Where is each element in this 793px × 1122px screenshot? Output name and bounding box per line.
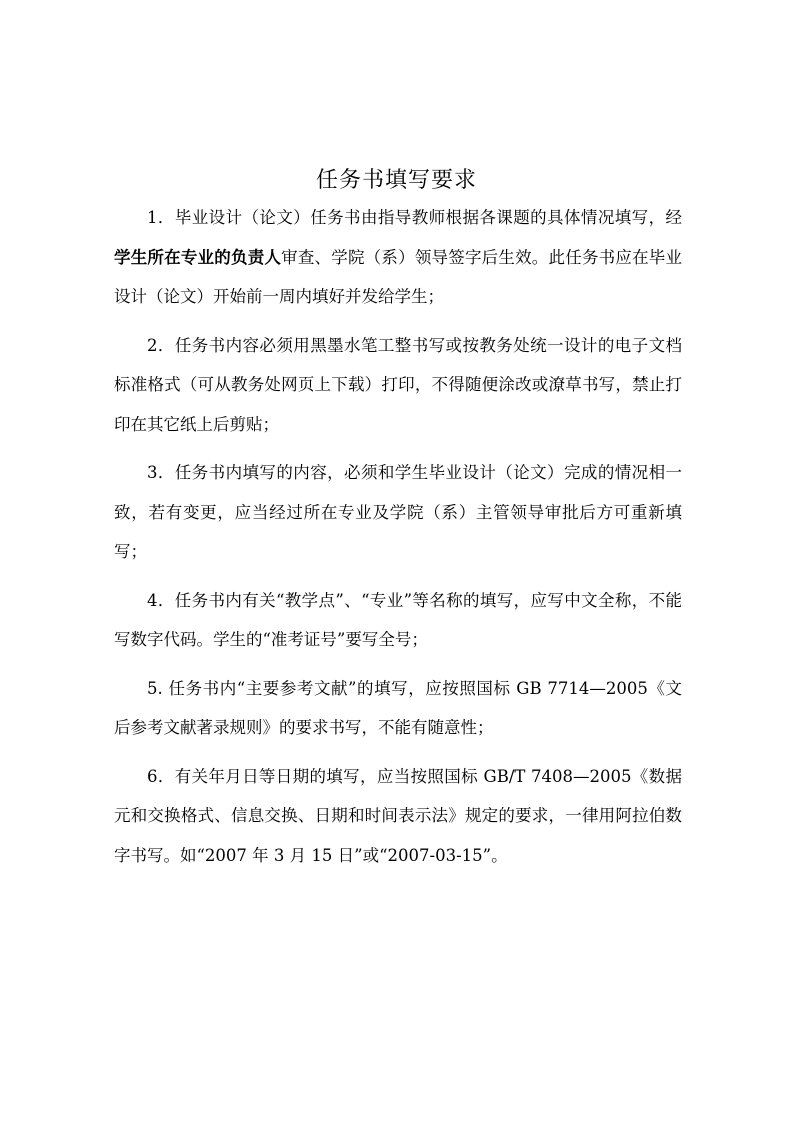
page-title: 任务书填写要求	[315, 167, 477, 193]
requirement-1-emphasis: 学生所在专业的负责人	[114, 247, 282, 267]
requirement-item-4: 4．任务书内有关“教学点”、“专业”等名称的填写，应写中文全称，不能写数字代码。学生的“准考证号”要写全号；	[114, 590, 682, 649]
requirement-item-2: 2．任务书内容必须用黑墨水笔工整书写或按教务处统一设计的电子文档标准格式（可从教务处网页上下载）打印，不得随便涂改或潦草书写，禁止打印在其它纸上后剪贴；	[114, 335, 682, 434]
requirement-item-5: 5. 任务书内“主要参考文献”的填写，应按照国标 GB 7714—2005《文后参考文献著录规则》的要求书写，不能有随意性；	[114, 678, 682, 737]
requirement-item-6: 6．有关年月日等日期的填写，应当按照国标 GB/T 7408—2005《数据元和交换格式、信息交换、日期和时间表示法》规定的要求，一律用阿拉伯数字书写。如“2007 年 3 月 15 日”或“2007-03-15”。	[114, 766, 682, 865]
requirement-1-text-end: 审查、学院（系）领导签字后生效。此任务书应在毕业设计（论文）开始前一周内填好并发给学生；	[114, 247, 683, 306]
requirement-item-3: 3．任务书内填写的内容，必须和学生毕业设计（论文）完成的情况相一致，若有变更，应当经过所在专业及学院（系）主管领导审批后方可重新填写；	[114, 463, 682, 561]
requirement-1-text-start: 1．毕业设计（论文）任务书由指导教师根据各课题的具体情况填写，经	[147, 208, 682, 227]
requirement-item-1	[114, 198, 682, 317]
requirements-list	[114, 198, 682, 884]
